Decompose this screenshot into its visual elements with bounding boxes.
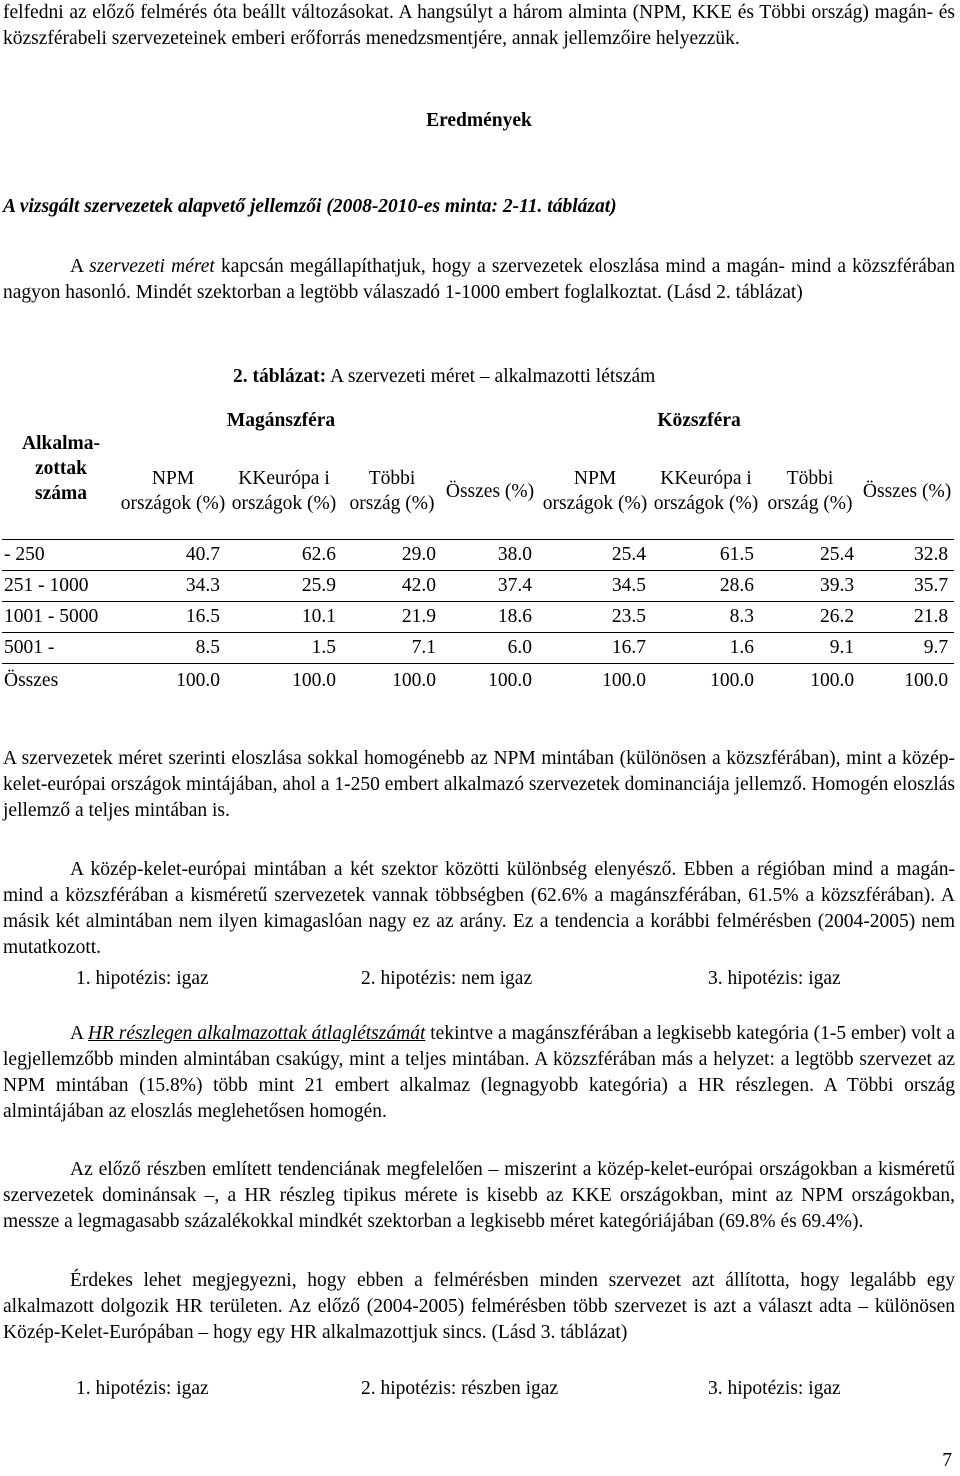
column-header: Összes (%) (445, 480, 535, 502)
table-row (2, 602, 954, 633)
column-header: Összes (%) (862, 480, 952, 502)
size-term: szervezeti méret (89, 256, 215, 277)
header-spacer (442, 397, 538, 443)
table-cell: 1.6 (652, 633, 760, 664)
table-cell: 100.0 (860, 664, 954, 698)
table-cell: 34.3 (120, 571, 226, 602)
table-cell: 100.0 (342, 664, 442, 698)
table-caption-label: 2. táblázat: (233, 366, 327, 387)
table-row (2, 633, 954, 664)
table-cell: 10.1 (226, 602, 342, 633)
header-spacer (860, 397, 954, 443)
subsection-title: A vizsgált szervezetek alapvető jellemzői (2008-2010-es minta: 2-11. táblázat) (3, 196, 617, 217)
hypotheses-row-2 (3, 1376, 955, 1402)
table-cell: 8.3 (652, 602, 760, 633)
table-caption (233, 364, 655, 390)
note-paragraph: Érdekes lehet megjegyezni, hogy ebben a felmérésben minden szervezet azt állította, hogy legalább egy alkalmazott dolgozik HR területen. Az előző (2004-2005) felmérésben több szervezet is azt a választ adta – különösen Közép-Kelet-Európában – hogy egy HR alkalmazottjuk sincs. (Lásd 3. táblázat) (3, 1270, 955, 1343)
hypothesis-1: 1. hipotézis: igaz (76, 968, 209, 989)
table-cell: 16.7 (538, 633, 652, 664)
table-cell: 100.0 (652, 664, 760, 698)
table-cell: 35.7 (860, 571, 954, 602)
table-cell: 8.5 (120, 633, 226, 664)
group-header-public: Közszféra (657, 409, 741, 431)
table-cell: 100.0 (226, 664, 342, 698)
table-cell: 25.9 (226, 571, 342, 602)
hypothesis-1: 1. hipotézis: igaz (76, 1378, 209, 1399)
table-row (2, 571, 954, 602)
table-cell: 34.5 (538, 571, 652, 602)
table-cell: 62.6 (226, 540, 342, 571)
trend-paragraph: Az előző részben említett tendenciának megfelelően – miszerint a közép-kelet-európai országokban a kisméretű szervezetek dominánsak –, a HR részleg tipikus mérete is kisebb az KKE országokban, mint az NPM országokban, messze a legmagasabb százalékokkal mindkét szektorban a legkisebb méret kategóriájában (69.8% és 69.4%). (3, 1159, 955, 1232)
column-header: NPM országok (%) (120, 468, 226, 514)
section-title: Eredmények (426, 110, 532, 131)
table-cell: 28.6 (652, 571, 760, 602)
table-cell: 21.8 (860, 602, 954, 633)
size-table (2, 397, 954, 698)
distribution-paragraph: A szervezetek méret szerinti eloszlása sokkal homogénebb az NPM mintában (különösen a közszférában), mint a közép-kelet-európai országok mintájában, ahol a 1-250 embert alkalmazó szervezetek dominanciája jellemző. Homogén eloszlás jellemző a teljes mintában is. (3, 748, 955, 821)
hr-paragraph (3, 1021, 955, 1125)
column-header: NPM országok (%) (542, 468, 648, 514)
table-row (2, 540, 954, 571)
table-cell: 29.0 (342, 540, 442, 571)
hr-term: HR részlegen alkalmazottak átlaglétszámát (87, 1023, 426, 1044)
row-header: Alkalma-zottak száma (22, 432, 100, 504)
hr-paragraph-lead: A (70, 1023, 88, 1044)
table-cell: 25.4 (538, 540, 652, 571)
hypothesis-2: 2. hipotézis: részben igaz (361, 1378, 559, 1399)
table-cell: 9.1 (760, 633, 860, 664)
row-label: 1001 - 5000 (2, 602, 120, 633)
column-header: Többi ország (%) (349, 468, 435, 514)
intro-paragraph: felfedni az előző felmérés óta beállt változásokat. A hangsúlyt a három alminta (NPM, KKE és Többi ország) magán- és közszférabeli szervezeteinek emberi erőforrás menedzsmentjére, annak jellemzőire helyezzük. (3, 2, 955, 49)
row-label: - 250 (2, 540, 120, 571)
table-cell: 25.4 (760, 540, 860, 571)
table-cell: 7.1 (342, 633, 442, 664)
hypothesis-3: 3. hipotézis: igaz (708, 968, 841, 989)
table-cell: 42.0 (342, 571, 442, 602)
table-caption-text: A szervezeti méret – alkalmazotti létszám (326, 366, 656, 387)
hypothesis-2: 2. hipotézis: nem igaz (361, 968, 533, 989)
group-header-private: Magánszféra (226, 409, 336, 431)
table-cell: 32.8 (860, 540, 954, 571)
table-cell: 16.5 (120, 602, 226, 633)
hypotheses-row-1 (3, 966, 955, 992)
table-cell: 100.0 (442, 664, 538, 698)
table-cell: 9.7 (860, 633, 954, 664)
table-cell: 40.7 (120, 540, 226, 571)
column-header: KKeurópa i országok (%) (231, 468, 337, 514)
table-cell: 1.5 (226, 633, 342, 664)
table-cell: 37.4 (442, 571, 538, 602)
row-label: 251 - 1000 (2, 571, 120, 602)
column-header: KKeurópa i országok (%) (653, 468, 759, 514)
table-cell: 18.6 (442, 602, 538, 633)
table-cell: 100.0 (760, 664, 860, 698)
table-cell: 100.0 (120, 664, 226, 698)
table-cell: 23.5 (538, 602, 652, 633)
table-cell: 38.0 (442, 540, 538, 571)
size-paragraph-rest: kapcsán megállapíthatjuk, hogy a szervezetek eloszlása mind a magán- mind a közszférában nagyon hasonló. Mindét szektorban a legtöbb válaszadó 1-1000 embert foglalkoztat. (Lásd 2. táblázat) (3, 256, 955, 303)
table-cell: 100.0 (538, 664, 652, 698)
table-cell: 61.5 (652, 540, 760, 571)
column-header: Többi ország (%) (767, 468, 853, 514)
table-cell: 21.9 (342, 602, 442, 633)
row-header-cell (2, 397, 120, 540)
size-paragraph-lead: A (70, 256, 90, 277)
table-row-total (2, 664, 954, 698)
row-label: Összes (2, 664, 120, 698)
table-cell: 26.2 (760, 602, 860, 633)
table-cell: 39.3 (760, 571, 860, 602)
region-paragraph: A közép-kelet-európai mintában a két szektor közötti különbség elenyésző. Ebben a régióban mind a magán- mind a közszférában a kisméretű szervezetek vannak többségben (62.6% a magánszférában, 61.5% a közszférában). A másik két almintában nem ilyen kimagaslóan nagy ez az arány. Ez a tendencia a korábbi felmérésben (2004-2005) nem mutatkozott. (3, 859, 955, 958)
size-paragraph (3, 254, 955, 306)
hypothesis-3: 3. hipotézis: igaz (708, 1378, 841, 1399)
table-cell: 6.0 (442, 633, 538, 664)
page-number: 7 (942, 1450, 952, 1471)
row-label: 5001 - (2, 633, 120, 664)
hr-paragraph-rest: tekintve a magánszférában a legkisebb kategória (1-5 ember) volt a legjellemzőbb minden almintában csakúgy, mint a teljes mintában. A közszférában más a helyzet: a legtöbb szervezet az NPM mintában (15.8%) több mint 21 embert alkalmaz (legnagyobb kategória) a HR részlegen. A Többi ország almintájában az eloszlás meglehetősen homogén. (3, 1023, 955, 1122)
